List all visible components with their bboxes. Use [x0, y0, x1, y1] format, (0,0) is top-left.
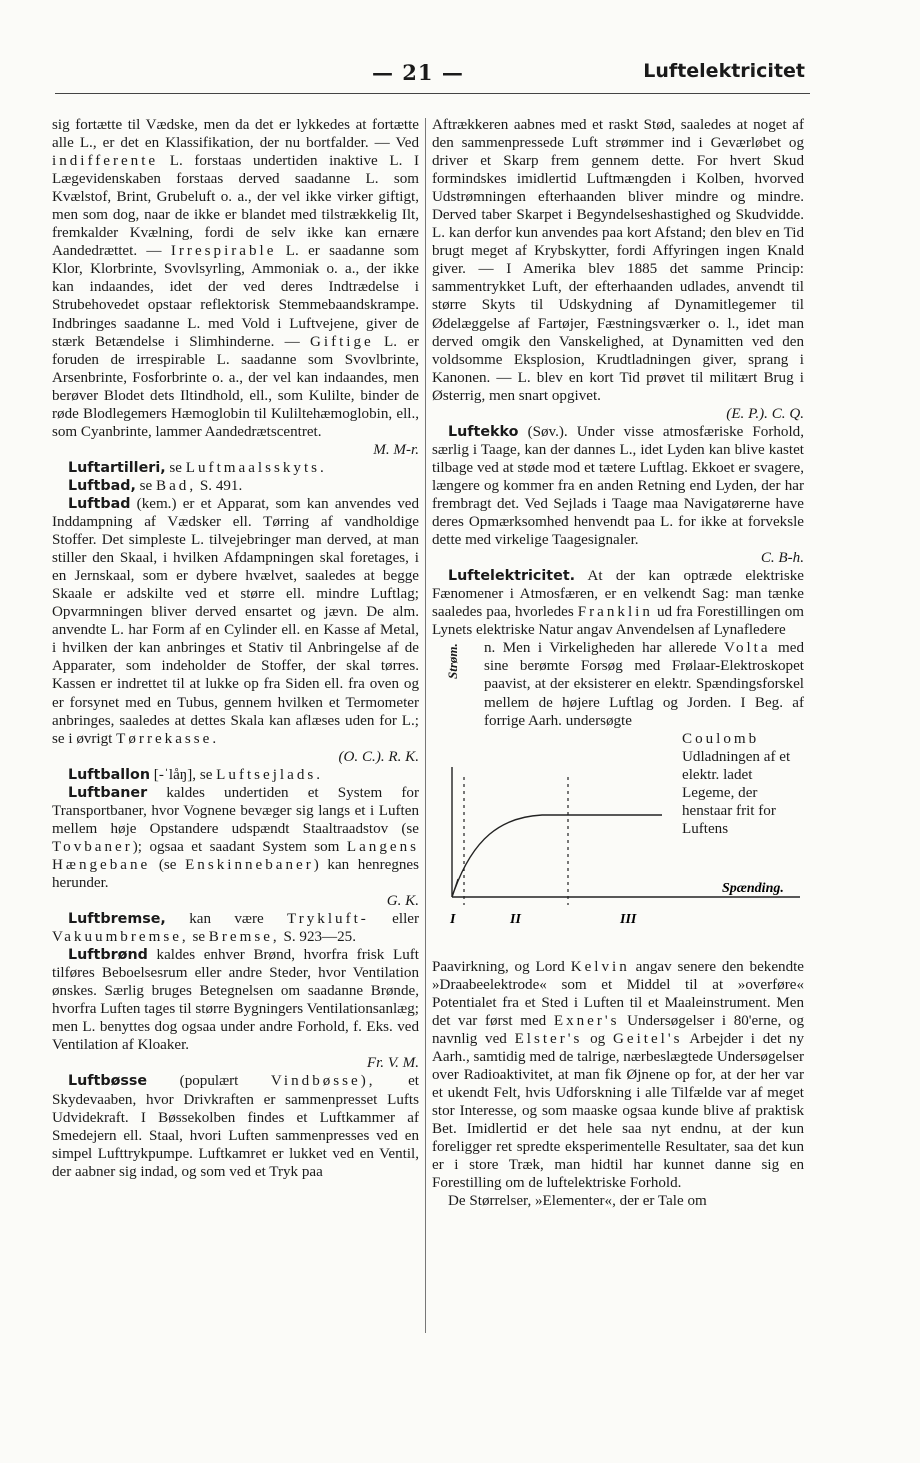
- signature: Fr. V. M.: [366, 1055, 419, 1072]
- paragraph: Aftrækkeren aabnes med et raskt Stød, saaledes at noget af den sammenpressede Luft strømmer ind i Geværløbet og driver et Skarp frem gennem dette. For hvert Skud formindskes imidlertid Luftmængden i Kolben, hvorved Udstrømningen efterhaanden bliver mindre og mindre. Derved taber Skarpet i Begyndelseshastighed og Skudvidde. L. kan derfor kun anvendes paa kort Afstand; den blev en Tid brugt meget af Krybskytter, fordi Affyringen ingen Knald giver. — I Amerika blev 1885 det samme Princip: sammentrykket Luft, der efterhaanden udlades, anvendt til større Skyts til Udskydning af Dynamitlegemer til Ødelæggelse af Fartøjer, Fæstningsværker o. l., idet man derved omgik den Vanskelighed, at Dynamitten ved den voldsomme Eksplosion, Krudtladningen giver, sprang i Kanonen. — L. blev en kort Tid prøvet til militært Brug i Østerrig, men snart opgivet.: [432, 117, 804, 404]
- right-column: [432, 116, 804, 1211]
- region-label-II: II: [510, 912, 521, 928]
- entry-luftbrond: Luftbrønd kaldes enhver Brønd, hvorfra frisk Luft tilføres Beboelsesrum eller andre Steder, hvor Ventilation ønskes. Særlig bruges Betegnelsen om saadanne Brønde, hvorfra Luften tages til større Bygningers Ventilationsanlæg; men L. benyttes dog ogsaa under andre Forhold, f. Eks. ved Ventilation af Kloaker.: [52, 947, 419, 1054]
- headword: Luftartilleri,: [68, 459, 166, 476]
- paragraph: De Størrelser, »Elementer«, der er Tale om: [448, 1193, 707, 1210]
- headword: Luftbad: [68, 495, 131, 512]
- figure-block: [432, 639, 804, 958]
- figure-wrap-text: Udladningen af et elektr. ladet Legeme, der henstaar frit for Luftens: [682, 748, 791, 837]
- headword: Luftbaner: [68, 784, 148, 801]
- signature: (O. C.). R. K.: [338, 748, 419, 765]
- x-axis-label: Spænding.: [722, 881, 784, 897]
- figure-y-label: Strøm.: [445, 643, 460, 680]
- figure-wrap-text: Coulomb: [682, 730, 760, 747]
- headword: Luftelektricitet.: [448, 568, 576, 585]
- running-head: Luftelektricitet: [643, 60, 805, 82]
- signature: M. M-r.: [373, 441, 419, 458]
- signature: G. K.: [386, 893, 419, 910]
- region-label-I: I: [450, 912, 456, 928]
- entry-luftartilleri: Luftartilleri, se Luftmaalsskyts.: [68, 459, 327, 476]
- page-number: — 21 —: [372, 60, 464, 85]
- figure-current-voltage: [432, 767, 804, 932]
- signature: (E. P.). C. Q.: [726, 405, 804, 422]
- headword: Luftbremse,: [68, 911, 166, 928]
- entry-luftbad-ref: Luftbad, se Bad, S. 491.: [68, 477, 243, 494]
- left-column: [52, 116, 419, 1181]
- entry-luftballon: Luftballon [-ˈlåŋ], se Luftsejlads.: [68, 766, 324, 783]
- figure-wrap-text: n. Men i Virkeligheden har allerede Volta med sine berømte Forsøg med Frølaar-Elektroskopet paavist, at der eksisterer en elektr. Spændingsforskel mellem de højere Luftlag og Jorden. I Beg. af forrige Aarh. undersøgte: [484, 640, 804, 729]
- figure-svg: [432, 767, 804, 932]
- headword: Luftekko: [448, 423, 519, 440]
- headword: Luftballon: [68, 766, 151, 783]
- entry-luftelektricitet: Luftelektricitet. At der kan optræde elektriske Fænomener i Atmosfæren, er en velkendt Sag: man tænke saaledes paa, hvorledes Franklin ud fra Forestillingen om Lynets elektriske Natur angav Anvendelsen af Lynafledere: [432, 568, 804, 639]
- headword: Luftbøsse: [68, 1073, 148, 1090]
- paragraph: sig fortætte til Vædske, men da det er lykkedes at fortætte alle L., er det en Klassifikation, der nu bortfalder. — Ved indifferente L. forstaas undertiden inaktive L. I Lægevidenskaben forstaas derved saadanne L. som Kvælstof, Brint, Grubeluft o. a., der vel ikke virker giftigt, men som dog, naar de ikke er blandet med tilstrækkelig Ilt, fremkalder Kvælning, fordi de selv ikke kan ernære Aandedrættet. — Irrespirable L. er saadanne som Klor, Klorbrinte, Svovlsyrling, Ammoniak o. a., der ikke kan indaandes, idet der ved deres Indtrædelse i Strubehovedet opstaar reflektorisk Stemmebaandskrampe. Indbringes saadanne L. med Vold i Luftvejene, giver de stærk Betændelse i Slimhinderne. — Giftige L. er foruden de irrespirable L. saadanne som Svovlbrinte, Arsenbrinte, Fosforbrinte o. a., der vel kan indaandes, men berøver Blodet dets Iltindhold, ell., som Kulilte, binder de røde Blodlegemers Hæmoglobin til Kuliltehæmoglobin, ell., som Cyanbrinte, lammer Aandedrætscentret.: [52, 117, 419, 440]
- headword: Luftbad,: [68, 477, 136, 494]
- iv-curve-start: [452, 879, 458, 897]
- headword: Luftbrønd: [68, 947, 148, 964]
- entry-luftbaner: Luftbaner kaldes undertiden et System for Transportbaner, hvor Vognene bevæger sig langs et i Luften mellem høje Opstandere udspændt Staaltraadstov (se Tovbaner); ogsaa et saadant System som Langens Hængebane (se Enskinnebaner) kan henregnes herunder.: [52, 784, 419, 891]
- entry-luftekko: Luftekko (Søv.). Under visse atmosfæriske Forhold, særlig i Taage, kan der dannes L., idet Lyden kan blive kastet tilbage ved at støde mod et tætere Luftlag. Ekkoet er svagere, længere og kommer fra en anden Retning end Lyden, der har frembragt det. Ved Sejlads i Taage maa Navigatørerne have deres Opmærksomhed henvendt paa L. for ikke at forveksle dette med virkelige Taagesignaler.: [432, 423, 804, 549]
- page-header: [0, 58, 920, 92]
- iv-curve: [452, 815, 662, 897]
- signature: C. B-h.: [760, 550, 804, 567]
- region-label-III: III: [620, 912, 637, 928]
- column-divider: [425, 118, 426, 1333]
- entry-luftbosse: Luftbøsse (populært Vindbøsse), et Skydevaaben, hvor Drivkraften er sammenpresset Lufts Udvidekraft. I Bøssekolben findes et Luftkammer af Smedejern ell. Staal, hvori Luften sammenpresses ved en simpel Lufttrykpumpe. Luftkamret er lukket ved en Ventil, der aabner sig indad, og som ved et Tryk paa: [52, 1073, 419, 1180]
- header-rule: [55, 93, 810, 94]
- entry-luftbremse: Luftbremse, kan være Trykluft- eller Vakuumbremse, se Bremse, S. 923—25.: [52, 911, 419, 946]
- paragraph: Paavirkning, og Lord Kelvin angav senere den bekendte »Draabeelektrode« som et Middel til at »overføre« Potentialet fra et Sted i Luften til et Maaleinstrument. Men det var først med Exner's Undersøgelser i 80'erne, og navnlig ved Elster's og Geitel's Arbejder i det ny Aarh., samtidig med de talrige, nærbeslægtede Undersøgelser over Radioaktivitet, at man fik Øjnene op for, at der her var et ukendt Felt, hvis Udforskning i alle Tilfælde var af meget stor Interesse, og som maaske ogsaa kunde blive af praktisk Bet. Imidlertid er det hele saa nyt endnu, at der kun foreligger ret spredte eksperimentelle Resultater, saa det kun er i store Træk, man hidtil har kunnet danne sig en Forestilling om de luftelektriske Forhold.: [432, 958, 805, 1192]
- entry-luftbad-kem: Luftbad (kem.) er et Apparat, som kan anvendes ved Inddampning af Vædsker ell. Tørring af vandholdige Stoffer. Det simpleste L. tilvejebringer man derved, at man stiller den Skaal, i hvilken Afdampningen skal foretages, i en Jernskaal, som er dybere hvælvet, saaledes at begge Skaale er adskilte ved et større ell. mindre Luftlag; Opvarmningen bliver derved ensartet og jævn. De alm. anvendte L. har Form af en Cylinder ell. en Kasse af Metal, i hvilken der kan anbringes et Stativ til Anbringelse af de Apparater, som indeholder de Stoffer, der skal tørres. Kassen er indrettet til at lukke op fra Siden ell. fra oven og er forsynet med en Tubus, gennem hvilken et Termometer anbringes, saaledes at dettes Skala kan aflæses uden for L.; se i øvrigt Tørrekasse.: [52, 495, 419, 747]
